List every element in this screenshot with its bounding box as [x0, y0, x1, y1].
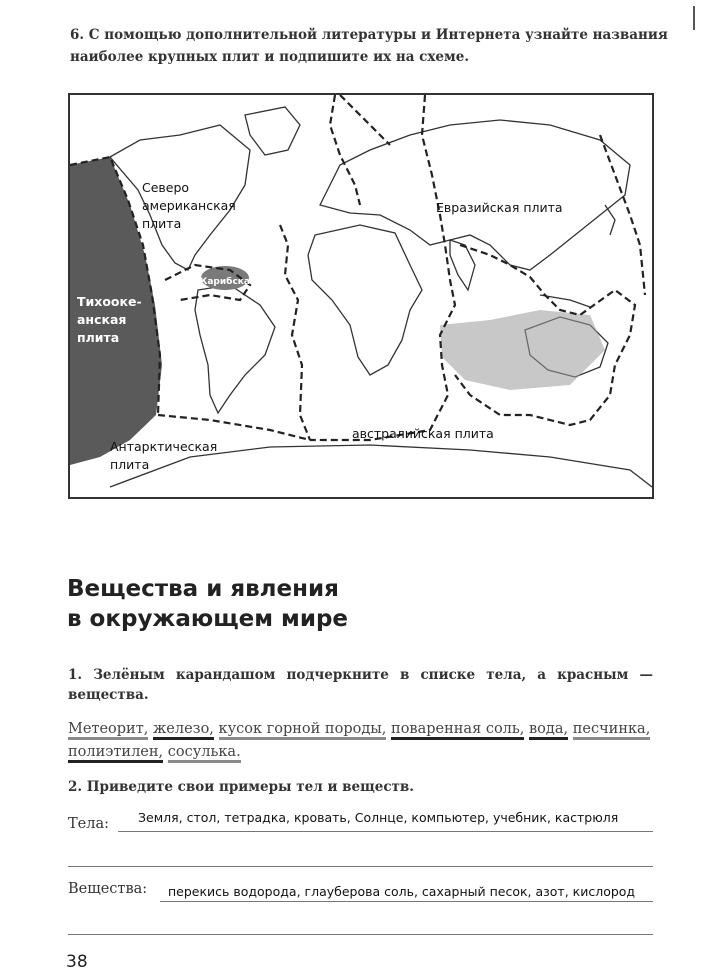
label-eurasian-plate: Евразийская плита [436, 200, 563, 215]
bodies-label: Тела: [68, 816, 109, 832]
list-item-iron: железо, [153, 721, 214, 740]
substances-answer-line [160, 901, 653, 902]
indo-australian-plate-shading [440, 310, 605, 390]
south-america-outline [195, 285, 275, 413]
list-item-water: вода, [529, 721, 568, 740]
india-outline [450, 240, 475, 290]
task-1-word-list [68, 718, 668, 764]
label-antarctic-plate [110, 438, 217, 474]
label-pacific-text: Тихооке- анская плита [77, 294, 142, 345]
task-1-heading: 1. Зелёным карандашом подчеркните в списке тела, а красным — вещества. [68, 667, 653, 703]
tectonic-plates-map [68, 93, 654, 499]
label-north-american-text: Северо американская плита [142, 180, 236, 231]
list-item-meteorite: Метеорит, [68, 721, 148, 740]
bodies-extra-line [68, 866, 653, 867]
task-2-heading: 2. Приведите свои примеры тел и веществ. [68, 779, 414, 795]
section-title-line-2: в окружающем мире [67, 606, 349, 632]
label-north-american-plate [142, 179, 236, 233]
list-item-salt: поваренная соль, [391, 721, 524, 740]
list-item-polyethylene: полиэтилен, [68, 744, 163, 763]
task-6-heading: 6. С помощью дополнительной литературы и Интернета узнайте названия наиболее крупных плит и подпишите их на схеме. [70, 27, 668, 65]
scan-artifact-mark [693, 6, 695, 30]
list-item-rock: кусок горной породы, [219, 721, 387, 740]
label-pacific-plate [77, 293, 142, 347]
label-antarctic-text: Антарктическая плита [110, 439, 218, 472]
africa-outline [308, 225, 422, 375]
greenland-outline [245, 107, 300, 155]
list-item-sand-grain: песчинка, [573, 721, 651, 740]
page-number: 38 [66, 952, 88, 972]
label-caribbean-plate: Карибская [200, 277, 256, 287]
bodies-answer: Земля, стол, тетрадка, кровать, Солнце, компьютер, учебник, кастрюля [138, 810, 619, 825]
section-title-line-1: Вещества и явления [67, 576, 339, 602]
section-title [67, 574, 487, 634]
substances-extra-line [68, 934, 653, 935]
substances-answer: перекись водорода, глауберова соль, сахарный песок, азот, кислород [168, 884, 636, 899]
substances-label: Вещества: [68, 881, 148, 897]
bodies-answer-line [118, 831, 653, 832]
label-australian-plate: австралийская плита [352, 426, 494, 441]
list-item-icicle: сосулька. [168, 744, 241, 763]
eurasia-outline [320, 120, 630, 270]
